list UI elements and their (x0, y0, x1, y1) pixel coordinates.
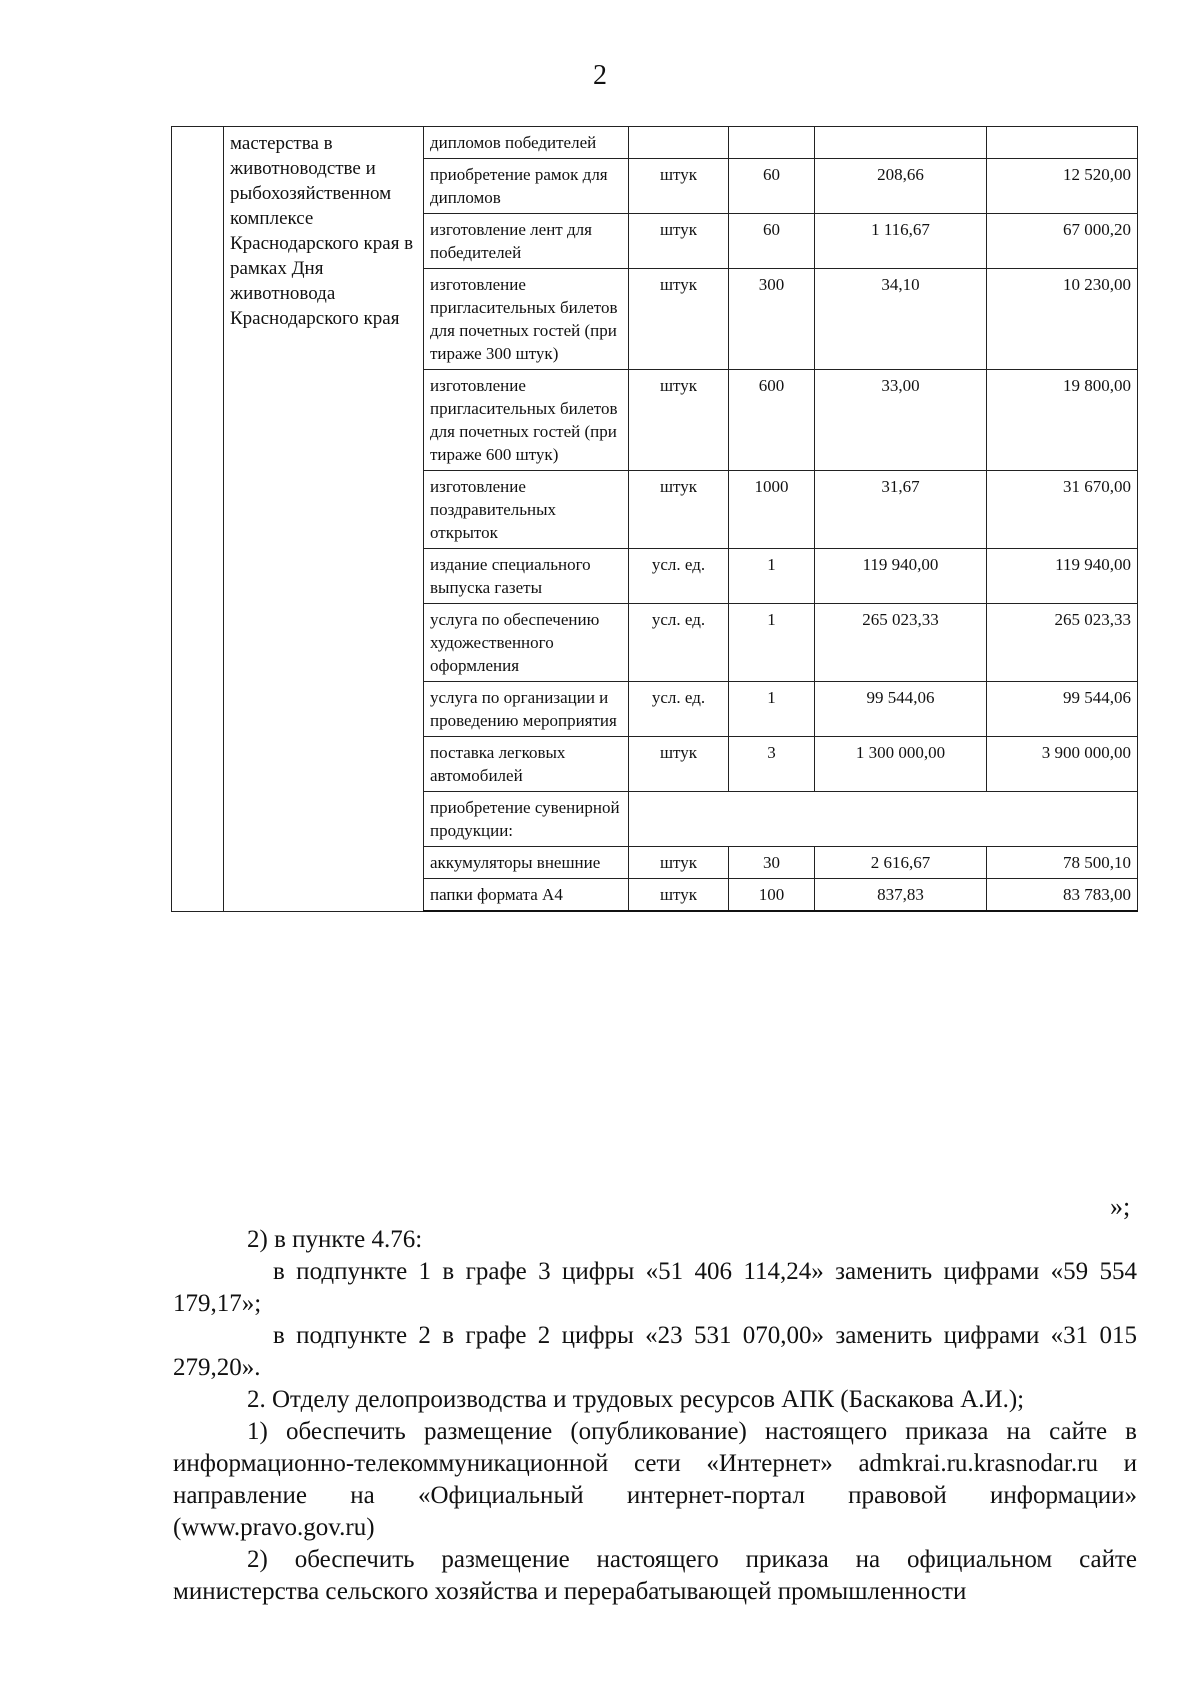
paragraph-publication: 1) обеспечить размещение (опубликование) настоящего приказа на сайте в информационно-телекоммуникационной сети «Интернет» admkrai.ru.krasnodar.ru и направление на «Официальный интернет-портал правовой информации» (www.pravo.gov.ru) (173, 1418, 1137, 1541)
document-body (173, 1224, 1137, 1608)
price-cell: 2 616,67 (815, 847, 987, 879)
item-cell: аккумуляторы внешние (424, 847, 629, 879)
item-cell: поставка легковых автомобилей (424, 737, 629, 792)
quantity-cell: 300 (729, 269, 815, 370)
quantity-cell: 600 (729, 370, 815, 471)
item-cell: приобретение рамок для дипломов (424, 159, 629, 214)
item-cell: издание специального выпуска газеты (424, 549, 629, 604)
total-cell: 19 800,00 (987, 370, 1138, 471)
quantity-cell: 30 (729, 847, 815, 879)
quantity-cell: 1 (729, 604, 815, 682)
item-cell: изготовление пригласительных билетов для почетных гостей (при тираже 300 штук) (424, 269, 629, 370)
price-cell: 119 940,00 (815, 549, 987, 604)
unit-cell: штук (629, 214, 729, 269)
paragraph-section-2: 2. Отделу делопроизводства и трудовых ресурсов АПК (Баскакова А.И.); (247, 1386, 1025, 1413)
unit-cell: штук (629, 269, 729, 370)
unit-cell: усл. ед. (629, 682, 729, 737)
item-cell: услуга по организации и проведению мероприятия (424, 682, 629, 737)
item-cell: изготовление лент для победителей (424, 214, 629, 269)
unit-cell: усл. ед. (629, 604, 729, 682)
total-cell: 3 900 000,00 (987, 737, 1138, 792)
total-cell: 31 670,00 (987, 471, 1138, 549)
event-description-cell: мастерства в животноводстве и рыбохозяйственном комплексе Краснодарского края в рамках Дня животновода Краснодарского края (224, 127, 424, 912)
item-cell: дипломов победителей (424, 127, 629, 159)
total-cell: 78 500,10 (987, 847, 1138, 879)
quantity-cell: 60 (729, 214, 815, 269)
paragraph-subitem-2: в подпункте 2 в графе 2 цифры «23 531 070,00» заменить цифрами «31 015 279,20». (173, 1322, 1137, 1381)
merged-empty-cell (629, 792, 1138, 847)
table-row (172, 127, 1138, 159)
price-cell: 837,83 (815, 879, 987, 912)
paragraph-item-2: 2) в пункте 4.76: (247, 1226, 423, 1253)
unit-cell: усл. ед. (629, 549, 729, 604)
quantity-cell: 1 (729, 682, 815, 737)
item-cell: услуга по обеспечению художественного оформления (424, 604, 629, 682)
item-cell: изготовление пригласительных билетов для почетных гостей (при тираже 600 штук) (424, 370, 629, 471)
unit-cell: штук (629, 847, 729, 879)
item-cell: изготовление поздравительных открыток (424, 471, 629, 549)
price-cell: 33,00 (815, 370, 987, 471)
quantity-cell: 3 (729, 737, 815, 792)
unit-cell: штук (629, 471, 729, 549)
total-cell: 119 940,00 (987, 549, 1138, 604)
unit-cell: штук (629, 737, 729, 792)
item-cell: приобретение сувенирной продукции: (424, 792, 629, 847)
total-cell (987, 127, 1138, 159)
blank-number-cell (172, 127, 224, 912)
paragraph-website: 2) обеспечить размещение настоящего приказа на официальном сайте министерства сельского хозяйства и перерабатывающей промышленности (173, 1546, 1137, 1605)
expense-table (171, 126, 1138, 912)
unit-cell: штук (629, 159, 729, 214)
quantity-cell: 60 (729, 159, 815, 214)
item-cell: папки формата А4 (424, 879, 629, 912)
price-cell: 31,67 (815, 471, 987, 549)
price-cell: 208,66 (815, 159, 987, 214)
total-cell: 99 544,06 (987, 682, 1138, 737)
quantity-cell: 1 (729, 549, 815, 604)
price-cell: 99 544,06 (815, 682, 987, 737)
price-cell: 1 116,67 (815, 214, 987, 269)
price-cell: 265 023,33 (815, 604, 987, 682)
total-cell: 67 000,20 (987, 214, 1138, 269)
closing-quote-mark: »; (1110, 1192, 1131, 1221)
quantity-cell (729, 127, 815, 159)
total-cell: 12 520,00 (987, 159, 1138, 214)
unit-cell (629, 127, 729, 159)
paragraph-subitem-1: в подпункте 1 в графе 3 цифры «51 406 114,24» заменить цифрами «59 554 179,17»; (173, 1258, 1137, 1317)
total-cell: 10 230,00 (987, 269, 1138, 370)
price-cell (815, 127, 987, 159)
quantity-cell: 1000 (729, 471, 815, 549)
total-cell: 265 023,33 (987, 604, 1138, 682)
price-cell: 1 300 000,00 (815, 737, 987, 792)
quantity-cell: 100 (729, 879, 815, 912)
page-number: 2 (593, 60, 607, 91)
unit-cell: штук (629, 879, 729, 912)
price-cell: 34,10 (815, 269, 987, 370)
total-cell: 83 783,00 (987, 879, 1138, 912)
unit-cell: штук (629, 370, 729, 471)
